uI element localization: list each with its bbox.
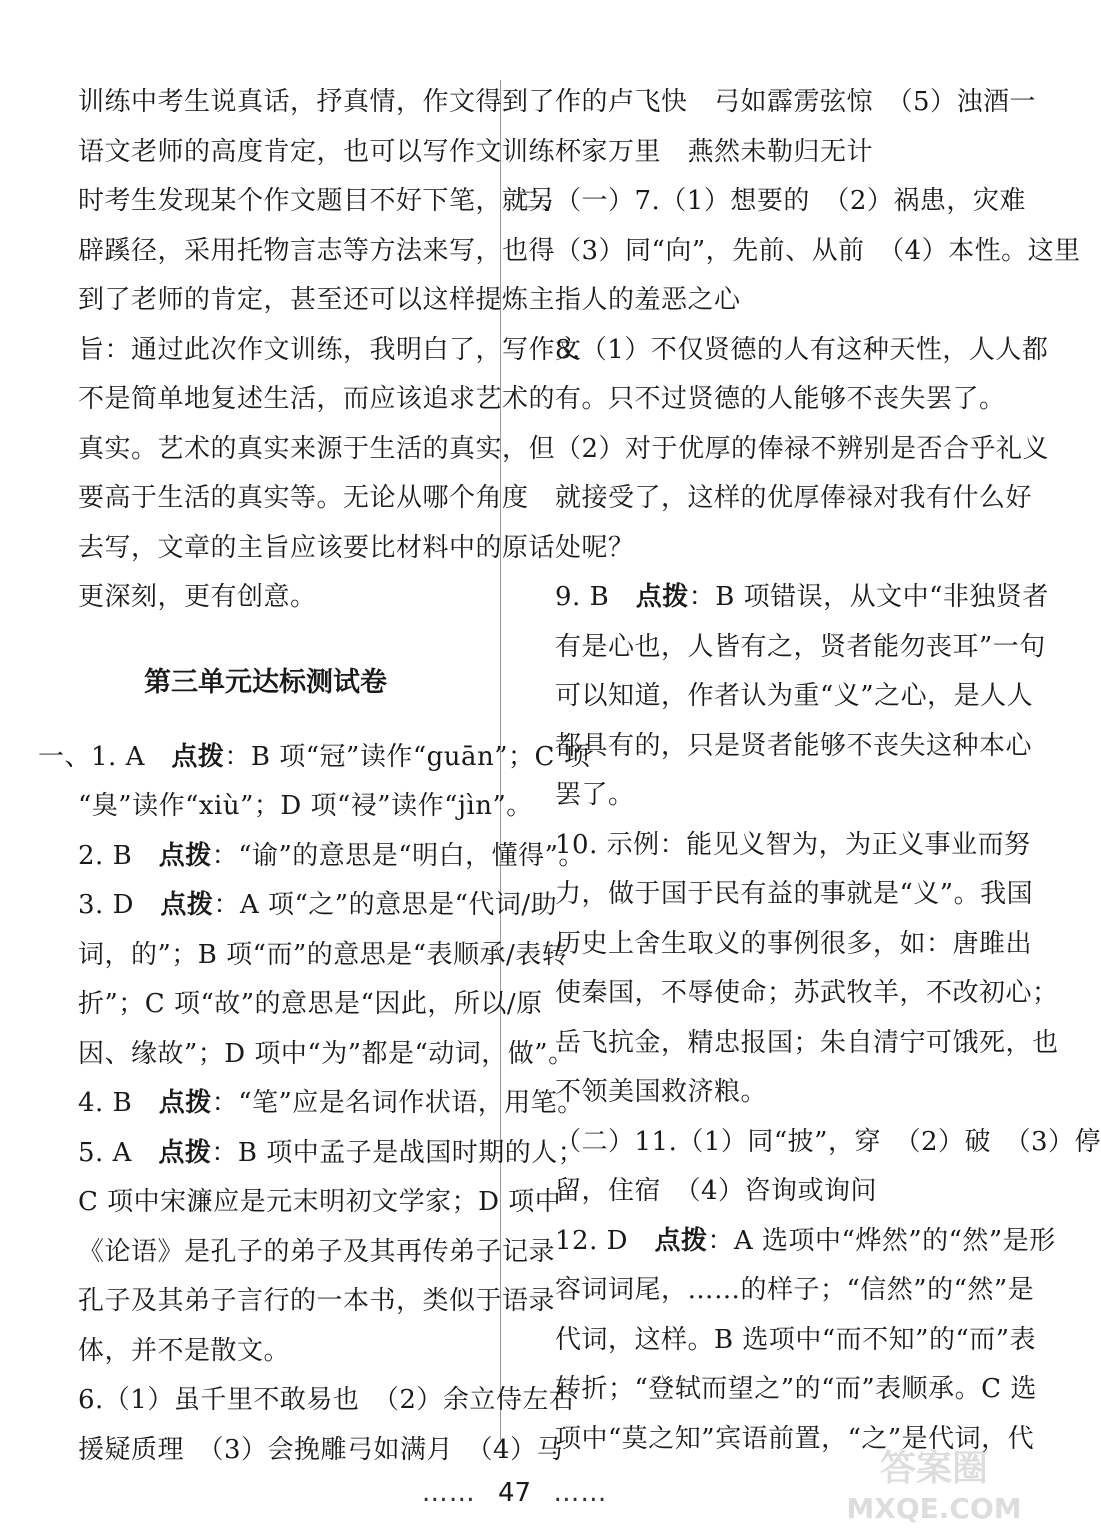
answer-line [515,722,1033,772]
answer-line [515,623,1046,673]
right-column [515,78,1101,1464]
answer-line [38,1129,585,1179]
answer-text: 一、1. A [38,741,172,772]
section-title: 第三单元达标测试卷 [144,666,387,698]
answer-line [515,1019,1059,1069]
hint-label: 点拨 [158,840,212,871]
answer-line [38,1277,556,1327]
answer-line [515,128,985,178]
hint-label: 点拨 [158,1137,212,1168]
answer-text: 罢了。 [555,780,635,810]
answer-line [38,1079,584,1129]
text-line: 去写，文章的主旨应该要比材料中的原话 [78,532,556,563]
answer-line [38,782,533,832]
answer-line [515,1118,1101,1168]
answer-line [38,1030,575,1080]
answer-line [38,1228,556,1278]
answer-line [38,881,558,931]
answer-text: 体，并不是散文。 [78,1335,291,1366]
answer-list-left [38,733,591,1476]
text-line: 要高于生活的真实等。无论从哪个角度 [78,483,529,513]
answer-line [515,1266,1035,1316]
answer-text: 3. D [78,890,161,920]
answer-text: 词，的”；B 项“而”的意思是“表顺承/表转 [78,939,569,970]
answer-text: 可以知道，作者认为重“义”之心，是人人 [555,681,1034,711]
essay-paragraph [38,78,582,623]
svg-text:答案圈: 答案圈 [879,1448,989,1489]
answer-text: 历史上舍生取义的事例很多，如：唐雎出 [555,928,1033,959]
answer-text: C 项中宋濂应是元末明初文学家；D 项中 [78,1187,562,1217]
answer-line [515,870,1034,920]
svg-text:MXQE.COM: MXQE.COM [846,1492,1022,1525]
text-line: 更深刻，更有创意。 [78,582,317,612]
answer-line [38,980,543,1030]
text-line: 到了老师的肯定，甚至还可以这样提炼主 [78,285,556,315]
answer-line [515,177,1026,227]
answer-line [38,832,585,882]
answer-line [515,1415,1035,1465]
answer-line [515,672,1034,722]
answer-line [38,1376,576,1426]
answer-line [515,1217,1056,1267]
answer-text: ：A 选项中“烨然”的“然”是形 [707,1225,1056,1256]
text-line: 旨：通过此次作文训练，我明白了，写作文 [78,334,582,365]
answer-line [515,821,1031,871]
answer-line [515,920,1033,970]
answer-line [515,1167,985,1217]
hint-label: 点拨 [635,582,689,612]
left-column [38,78,591,1475]
page-number: 47 [497,1478,532,1508]
answer-text: 折”；C 项“故”的意思是“因此，所以/原 [78,989,543,1019]
answer-text: 容词词尾，……的样子；“信然”的“然”是 [555,1275,1035,1305]
answer-line [515,771,985,821]
answer-text: ：“笔”应是名词作状语，用笔。 [211,1088,584,1118]
answer-text: 不领美国救济粮。 [555,1077,768,1107]
answer-text: 10. 示例：能见义智为，为正义事业而努 [555,829,1031,860]
text-line: 时考生发现某个作文题目不好下笔，就另 [78,186,556,216]
answer-text: （二）11.（1）同“披”，穿 （2）破 （3）停 [555,1126,1101,1157]
answer-text: 4. B [78,1088,159,1118]
text-line: 不是简单地复述生活，而应该追求艺术的 [78,384,556,414]
hint-label: 点拨 [171,741,225,772]
answer-text: ：B 项“冠”读作“guān”；C 项 [224,741,591,772]
answer-line [515,573,1049,623]
answer-text: 《论语》是孔子的弟子及其再传弟子记录 [78,1236,556,1267]
hint-label: 点拨 [158,1088,212,1118]
answer-list-right [515,78,1101,1464]
answer-line [515,1068,985,1118]
answer-line [515,425,1050,475]
answer-text: 二、（一）7.（1）想要的 （2）祸患，灾难 [515,186,1026,216]
answer-text: 作的卢飞快 弓如霹雳弦惊 （5）浊酒一 [555,87,1037,117]
answer-text: 杯家万里 燕然未勒归无计 [555,136,874,167]
text-line: 真实。艺术的真实来源于生活的真实，但 [78,433,556,464]
answer-text: 6.（1）虽千里不敢易也 （2）余立侍左右 [78,1385,576,1415]
answer-line [515,78,1037,128]
footer-dots-right: …… [553,1478,608,1508]
answer-text: 处呢？ [555,532,635,563]
answer-text: 孔子及其弟子言行的一本书，类似于语录 [78,1286,556,1316]
answer-line [38,931,569,981]
hint-label: 点拨 [160,890,214,920]
answer-text: ：B 项错误，从文中“非独贤者 [688,582,1049,612]
answer-text: 就接受了，这样的优厚俸禄对我有什么好 [555,483,1033,513]
page-footer [0,1478,1029,1508]
answer-text: 2. B [78,840,159,871]
text-line: 辟蹊径，采用托物言志等方法来写，也得 [78,235,556,266]
answer-text: 使秦国，不辱使命；苏武牧羊，不改初心； [555,978,1059,1008]
answer-text: 代词，这样。B 选项中“而不知”的“而”表 [555,1324,1037,1355]
answer-line [515,1316,1037,1366]
answer-text: （3）同“向”，先前、从前 （4）本性。这里 [555,235,1081,266]
text-line: 语文老师的高度肯定，也可以写作文训练 [78,136,556,167]
answer-line [38,733,591,783]
answer-line [515,1365,1037,1415]
answer-text: “臭”读作“xiù”；D 项“祲”读作“jìn”。 [78,791,533,821]
answer-line [38,1178,562,1228]
answer-text: 有是心也，人皆有之，贤者能勿丧耳”一句 [555,631,1046,662]
answer-text: 因、缘故”；D 项中“为”都是“动词，做”。 [78,1038,575,1069]
answer-line [515,276,985,326]
answer-text: 9. B [555,582,636,612]
answer-text: （2）对于优厚的俸禄不辨别是否合乎礼义 [555,433,1050,464]
footer-dots-left: …… [421,1478,476,1508]
answer-text: 有。只不过贤德的人能够不丧失罢了。 [555,384,1006,414]
text-line: 训练中考生说真话，抒真情，作文得到了 [78,87,556,117]
answer-text: 指人的羞恶之心 [555,285,741,315]
answer-text: 8.（1）不仅贤德的人有这种天性，人人都 [555,334,1049,365]
answer-text: 项中“莫之知”宾语前置，“之”是代词，代 [555,1423,1035,1454]
answer-text: ：“谕”的意思是“明白，懂得”。 [211,840,585,871]
answer-line [38,1426,564,1476]
answer-line [515,474,1033,524]
answer-text: ：A 项“之”的意思是“代词/助 [213,890,558,920]
answer-text: 12. D [555,1225,655,1256]
answer-text: 援疑质理 （3）会挽雕弓如满月 （4）马 [78,1434,564,1465]
hint-label: 点拨 [654,1225,708,1256]
answer-line [515,326,1049,376]
answer-line [515,969,1059,1019]
answer-text: ：B 项中孟子是战国时期的人； [211,1137,585,1168]
answer-text: 转折；“登轼而望之”的“而”表顺承。C 选 [555,1374,1037,1404]
answer-text: 都具有的，只是贤者能够不丧失这种本心 [555,730,1033,761]
answer-line [515,227,1081,277]
answer-text: 5. A [78,1137,159,1168]
answer-line [515,524,985,574]
answer-line [515,375,1006,425]
answer-line [38,1327,493,1377]
answer-text: 岳飞抗金，精忠报国；朱自清宁可饿死，也 [555,1027,1059,1058]
answer-text: 力，做于国于民有益的事就是“义”。我国 [555,879,1034,909]
answer-text: 留，住宿 （4）咨询或询问 [555,1176,878,1206]
